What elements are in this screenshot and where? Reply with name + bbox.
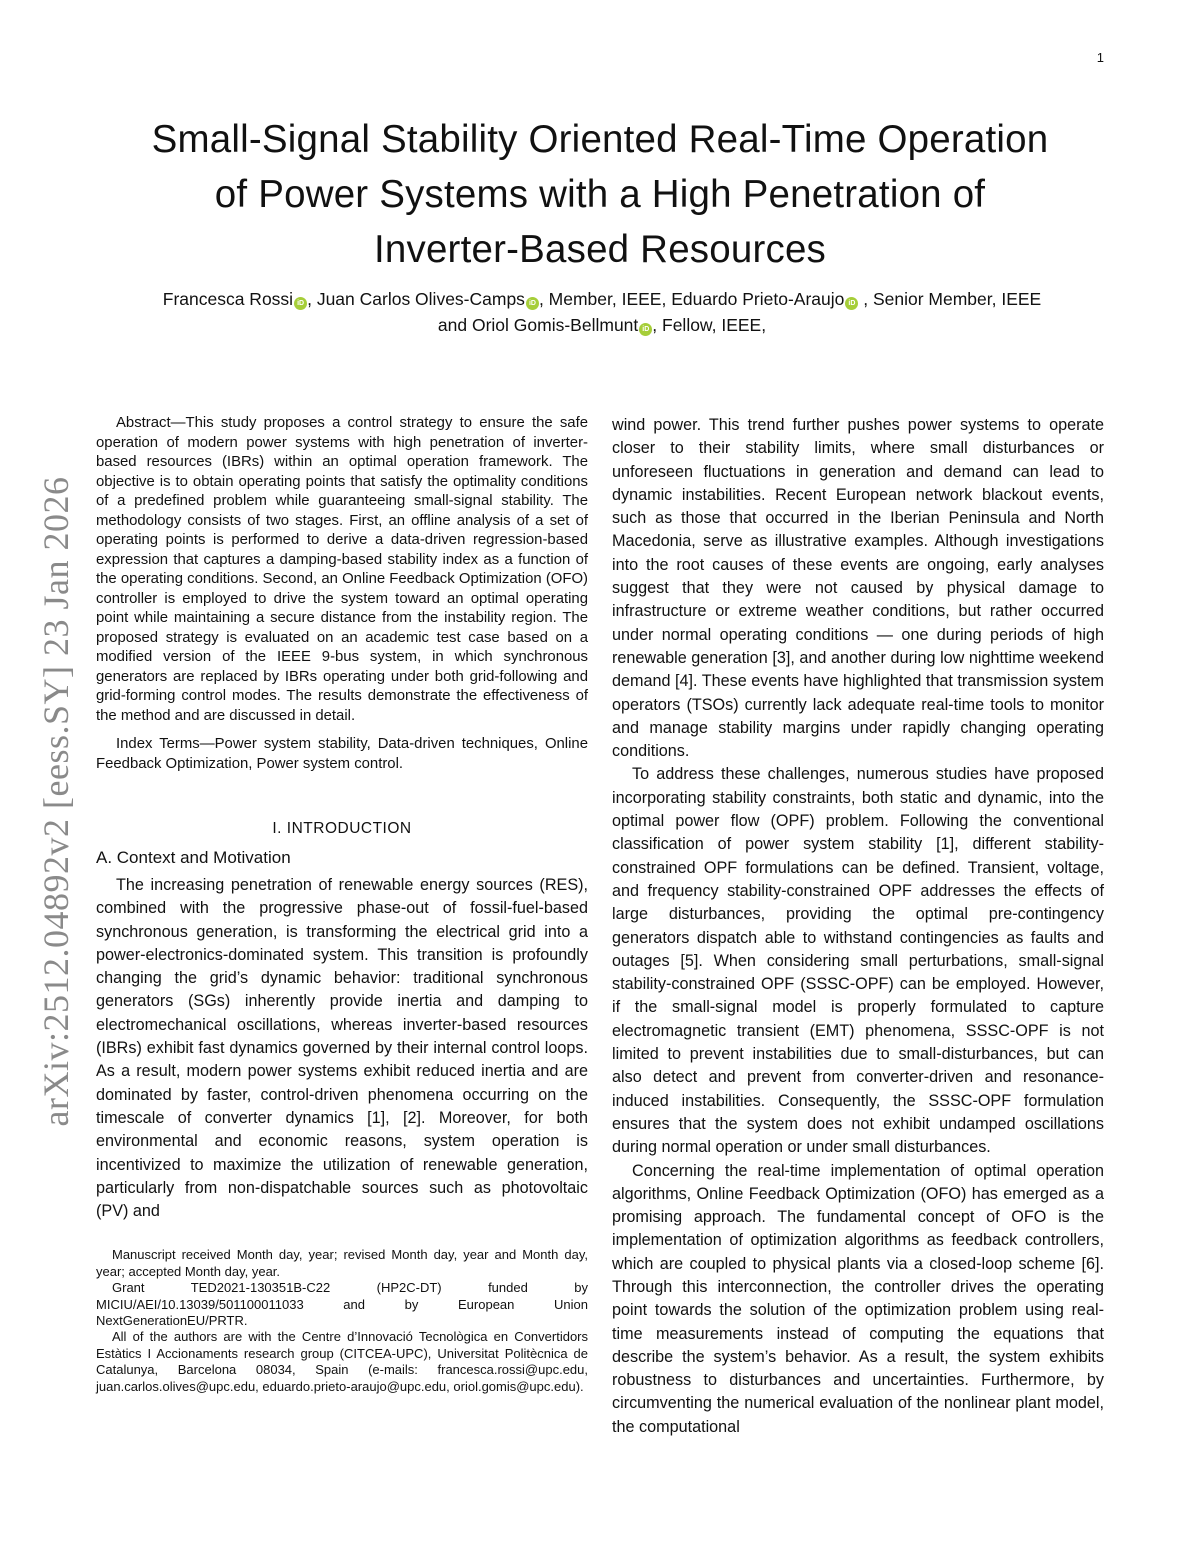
- footnote-affiliation: All of the authors are with the Centre d’Innovació Tecnològica en Convertidors Estàtics I Accionaments research group (CITCEA-UPC), Universitat Politècnica de Catalunya, Barcelona 08034, Spain (e-mails: francesca.rossi@upc.edu, juan.carlos.olives@upc.edu, eduardo.prieto-araujo@upc.edu, oriol.gomis@upc.edu).: [96, 1329, 588, 1394]
- author-name: Eduardo Prieto-Araujo: [671, 289, 845, 309]
- subsection-heading: A. Context and Motivation: [96, 848, 291, 867]
- body-paragraph: wind power. This trend further pushes power systems to operate closer to their stability limits, where small disturbances or unforeseen fluctuations in generation and demand can lead to dynamic instabilities. Recent European network blackout events, such as those that occurred in the Iberian Peninsula and North Macedonia, serve as illustrative examples. Although investigations into the root causes of these events are ongoing, early analyses suggest that they were not caused by physical damage to infrastructure or extreme weather conditions, but rather occurred under normal operating conditions — one during periods of high renewable generation [3], and another during low nighttime weekend demand [4]. These events have highlighted that transmission system operators (TSOs) currently lack adequate real-time tools to monitor and manage stability margins under rapidly changing operating conditions.: [612, 416, 1104, 761]
- body-paragraph: Concerning the real-time implementation of optimal operation algorithms, Online Feedback Optimization (OFO) has emerged as a promising approach. The fundamental concept of OFO is the implementation of optimization algorithms as feedback controllers, which are coupled to physical plants via a closed-loop scheme [6]. Through this interconnection, the controller drives the operating point towards the solution of the optimization problem using real-time measurements instead of computing the equations that describe the system’s behavior. As a result, the system exhibits robustness to disturbances and uncertainties. Furthermore, by circumventing the numerical evaluation of the nonlinear plant model, the computational: [612, 1161, 1104, 1436]
- footnote-manuscript: Manuscript received Month day, year; revised Month day, year and Month day, year; accepted Month day, year.: [96, 1247, 588, 1279]
- orcid-icon[interactable]: iD: [526, 297, 539, 310]
- section-title-rest: NTRODUCTION: [291, 820, 412, 837]
- body-paragraph: The increasing penetration of renewable energy sources (RES), combined with the progressive phase-out of fossil-fuel-based synchronous generation, is transforming the electrical grid into a power-electronics-dominated system. This transition is profoundly changing the grid’s dynamic behavior: traditional synchronous generators (SGs) inherently provide inertia and damping to electromechanical oscillations, whereas inverter-based resources (IBRs) exhibit fast dynamics governed by their internal control loops. As a result, modern power systems exhibit reduced inertia and are dominated by faster, control-driven phenomena occurring on the timescale of converter dynamics [1], [2]. Moreover, for both environmental and economic reasons, system operation is incentivized to maximize the utilization of renewable generation, particularly from non-dispatchable sources such as photovoltaic (PV) and: [96, 876, 588, 1221]
- author-name: Oriol Gomis-Bellmunt: [471, 315, 639, 335]
- orcid-icon[interactable]: iD: [639, 323, 652, 336]
- section-title-initial: I: [286, 820, 292, 837]
- author-affiliation: , Fellow, IEEE,: [652, 315, 767, 335]
- orcid-icon[interactable]: iD: [845, 297, 858, 310]
- footnotes: [96, 1247, 588, 1395]
- author-name: Francesca Rossi: [162, 289, 294, 309]
- orcid-icon[interactable]: iD: [294, 297, 307, 310]
- left-column: [96, 414, 588, 1395]
- author-separator: ,: [307, 289, 317, 309]
- abstract: Abstract—This study proposes a control strategy to ensure the safe operation of modern power systems with high penetration of inverter-based resources (IBRs) within an optimal operation framework. The objective is to obtain operating points that satisfy the optimality conditions of a predefined problem while guaranteeing small-signal stability. The methodology consists of two stages. First, an offline analysis of a set of operating points is performed to derive a data-driven regression-based expression that captures a damping-based stability index as a function of the operating conditions. Second, an Online Feedback Optimization (OFO) controller is employed to drive the system toward an optimal operating point while maintaining a secure distance from the instability region. The proposed strategy is evaluated on an academic test case based on a modified version of the IEEE 9-bus system, in which synchronous generators are replaced by IBRs operating under both grid-following and grid-forming control modes. The results demonstrate the effectiveness of the method and are discussed in detail.: [96, 415, 588, 724]
- arxiv-stamp-text: arXiv:2512.04892v2 [eess.SY] 23 Jan 2026: [36, 476, 76, 1127]
- arxiv-stamp: [26, 0, 96, 1160]
- author-conjunction: and: [437, 315, 472, 335]
- author-name: Juan Carlos Olives-Camps: [316, 289, 525, 309]
- section-numeral: I.: [272, 820, 287, 837]
- right-column: [612, 414, 1104, 1439]
- author-list: [96, 286, 1108, 338]
- index-terms: Index Terms—Power system stability, Data-driven techniques, Online Feedback Optimization, Power system control.: [96, 736, 588, 772]
- section-heading-introduction: [96, 820, 588, 838]
- page-number: 1: [1096, 50, 1104, 65]
- author-affiliation: , Senior Member, IEEE: [858, 289, 1042, 309]
- body-paragraph: To address these challenges, numerous studies have proposed incorporating stability constraints, both static and dynamic, into the optimal power flow (OPF) problem. Following the conventional classification of power system stability [1], different stability-constrained OPF formulations can be defined. Transient, voltage, and frequency stability-constrained OPF addresses the effects of large disturbances, providing the optimal pre-contingency generators dispatch able to withstand contingencies as faults and outages [5]. When considering small perturbations, small-signal stability-constrained OPF (SSSC-OPF) can be employed. However, if the small-signal model is properly formulated to capture electromagnetic transient (EMT) phenomena, SSSC-OPF is not limited to prevent instabilities due to small-disturbances, but can also detect and prevent from converter-driven and resonance-induced instabilities. Consequently, the SSSC-OPF formulation ensures that the system does not exhibit undamped oscillations during normal operation or under small disturbances.: [612, 765, 1104, 1157]
- footnote-grant: Grant TED2021-130351B-C22 (HP2C-DT) funded by MICIU/AEI/10.13039/501100011033 and by European Union NextGenerationEU/PRTR.: [96, 1280, 588, 1329]
- paper-title: Small-Signal Stability Oriented Real-Time Operation of Power Systems with a High Penetration of Inverter-Based Resources: [151, 118, 1049, 271]
- author-affiliation: , Member, IEEE,: [538, 289, 672, 309]
